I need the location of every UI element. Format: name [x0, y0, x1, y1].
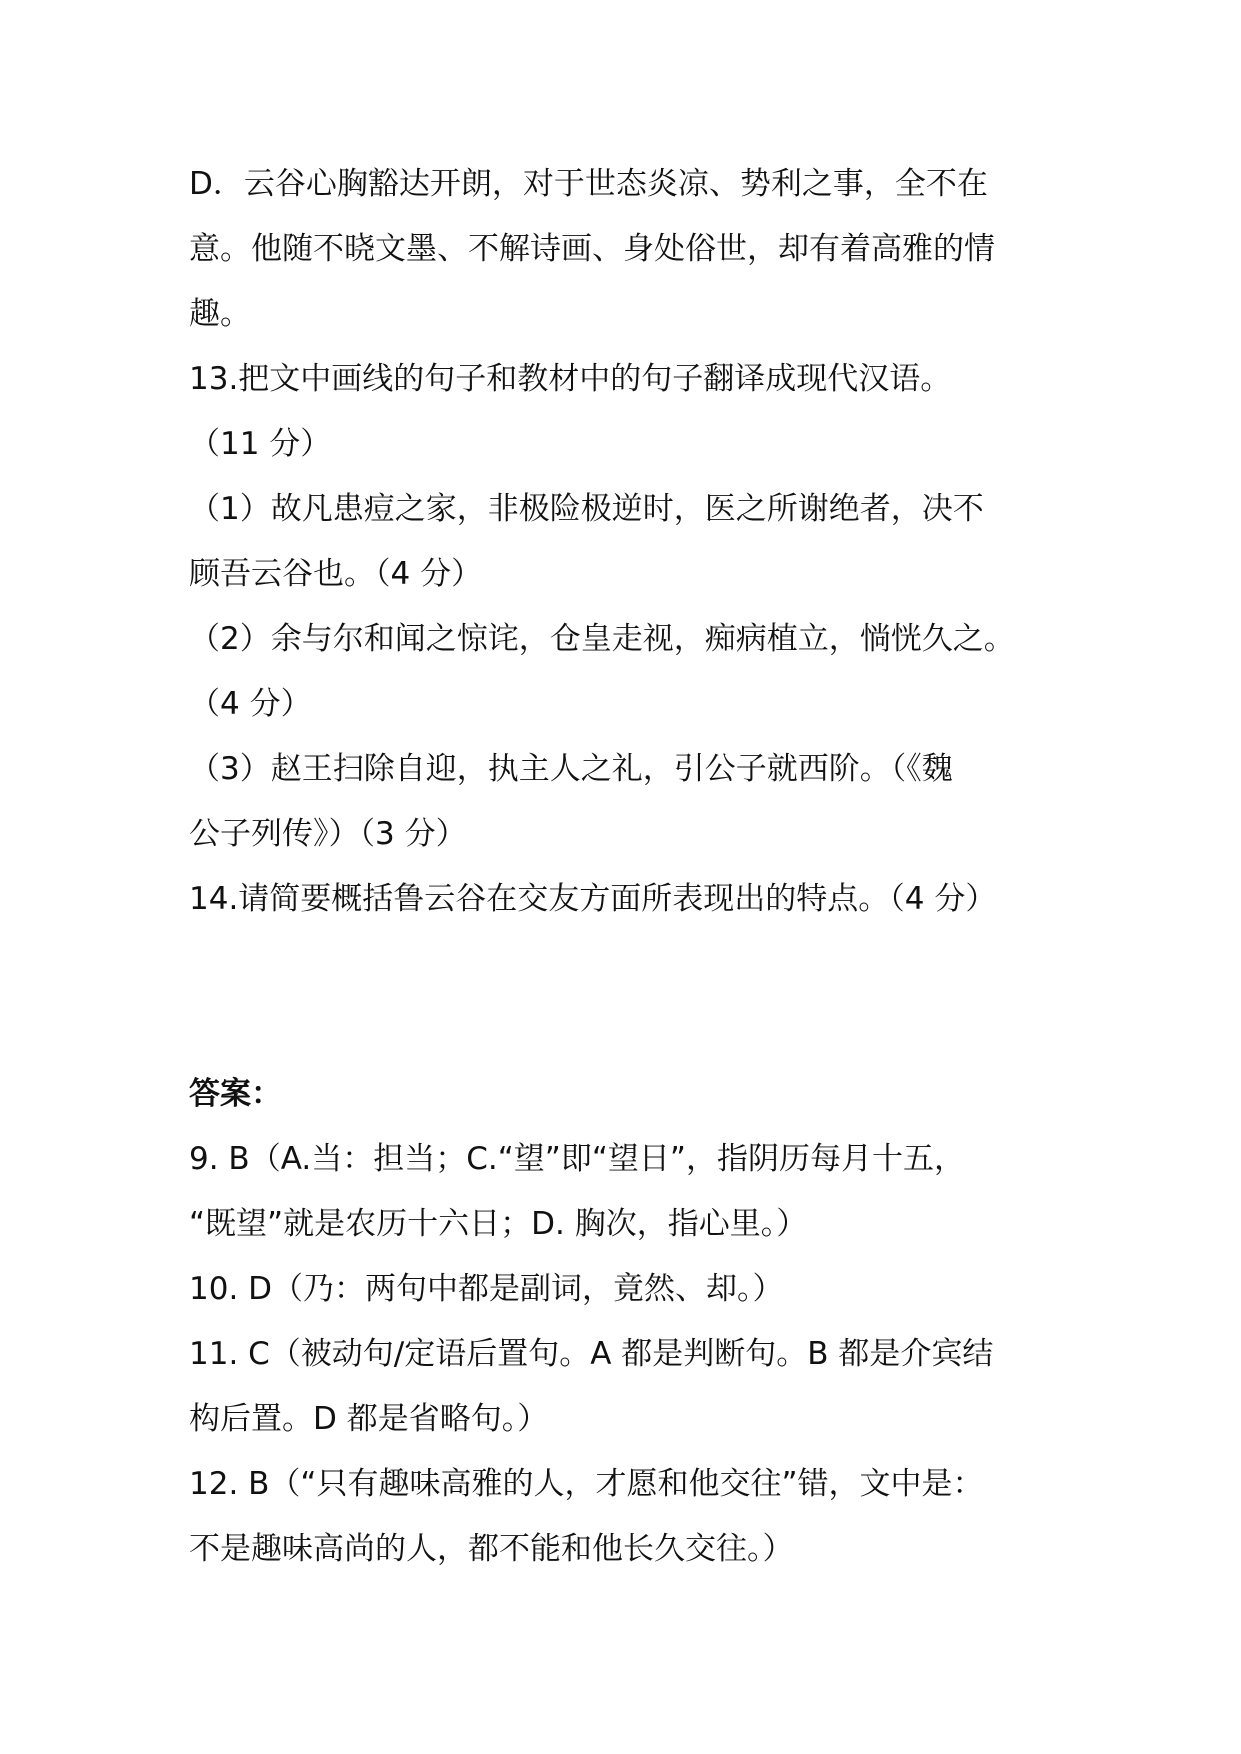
answer-9-cont: “既望”就是农历十六日；D. 胸次，指心里。）	[189, 1206, 808, 1242]
question-13	[189, 347, 1079, 867]
answer-12-cont: 不是趣味高尚的人，都不能和他长久交往。）	[189, 1531, 794, 1567]
question-13-item-2: （2）余与尔和闻之惊诧，仓皇走视，痴病植立，惝恍久之。	[189, 621, 1015, 657]
question-13-title: 13.把文中画线的句子和教材中的句子翻译成现代汉语。	[189, 361, 952, 397]
answer-9: 9. B（A.当：担当；C.“望”即“望日”，指阴历每月十五，	[189, 1141, 965, 1177]
answers-section	[189, 1062, 1079, 1582]
document-content	[189, 152, 1079, 1582]
option-d	[189, 152, 1079, 347]
question-13-item-3-cont: 公子列传》）（3 分）	[189, 816, 467, 852]
question-14: 14.请简要概括鲁云谷在交友方面所表现出的特点。（4 分）	[189, 881, 997, 917]
answer-10: 10. D（乃：两句中都是副词，竟然、却。）	[189, 1271, 784, 1307]
question-13-item-2-cont: （4 分）	[189, 686, 312, 722]
question-13-item-1: （1）故凡患痘之家，非极险极逆时，医之所谢绝者，决不	[189, 491, 984, 527]
text-line: 意。他随不晓文墨、不解诗画、身处俗世，却有着高雅的情	[189, 231, 995, 267]
answers-heading: 答案：	[189, 1076, 282, 1112]
text-line: D．云谷心胸豁达开朗，对于世态炎凉、势利之事，全不在	[189, 166, 988, 202]
question-13-score: （11 分）	[189, 426, 332, 462]
question-13-item-1-cont: 顾吾云谷也。（4 分）	[189, 556, 483, 592]
text-line: 趣。	[189, 296, 251, 332]
answer-11: 11. C（被动句/定语后置句。A 都是判断句。B 都是介宾结	[189, 1336, 994, 1372]
section-gap	[189, 932, 1079, 1062]
answer-12: 12. B（“只有趣味高雅的人，才愿和他交往”错，文中是：	[189, 1466, 984, 1502]
question-13-item-3: （3）赵王扫除自迎，执主人之礼，引公子就西阶。（《魏	[189, 751, 953, 787]
answer-11-cont: 构后置。D 都是省略句。）	[189, 1401, 549, 1437]
